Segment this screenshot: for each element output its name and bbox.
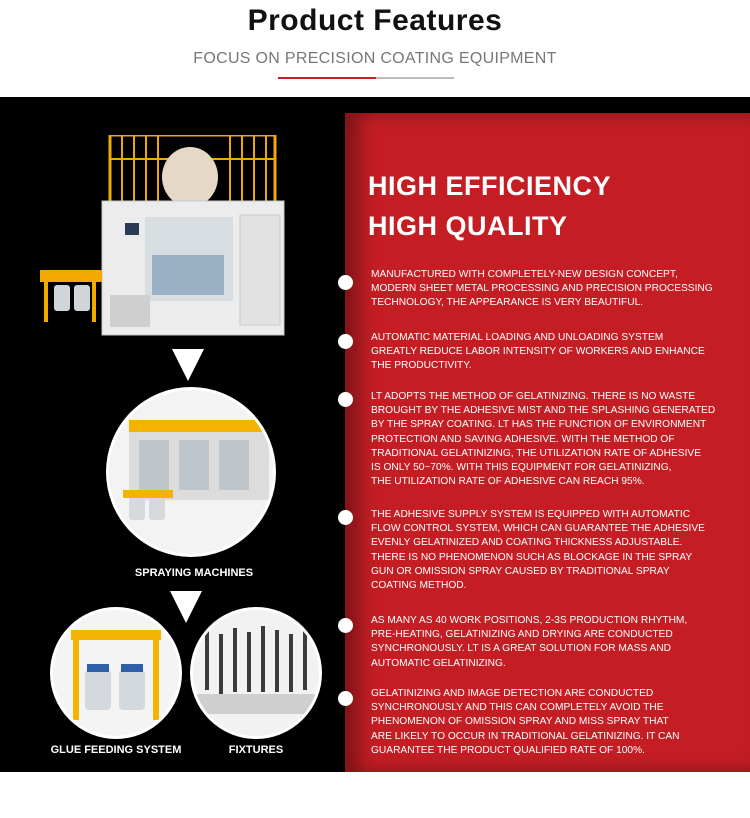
fixtures-image (190, 607, 322, 739)
title-underline-red (278, 77, 376, 79)
page-subtitle: FOCUS ON PRECISION COATING EQUIPMENT (193, 50, 557, 67)
feature-item-6 (371, 687, 733, 758)
feature-item-5 (371, 614, 733, 671)
bullet-dot (338, 334, 353, 349)
bullet-dot (338, 392, 353, 407)
feature-line: FLOW CONTROL SYSTEM, WHICH CAN GUARANTEE THE ADHESIVE (371, 523, 705, 535)
feature-line: PHENOMENON OF OMISSION SPRAY AND MISS SPRAY THAT (371, 716, 669, 728)
feature-line: THERE IS NO PHENOMENON SUCH AS BLOCKAGE IN THE SPRAY (371, 551, 693, 563)
caption-fixtures: FIXTURES (228, 744, 284, 756)
bullet-dot (338, 618, 353, 633)
header (0, 0, 750, 97)
feature-line: THE UTILIZATION RATE OF ADHESIVE CAN REACH 95%. (371, 476, 645, 488)
feature-line: EVENLY GELATINIZED AND COATING THICKNESS ADJUSTABLE. (371, 537, 683, 549)
caption-glue-feeding-system: GLUE FEEDING SYSTEM (50, 744, 182, 756)
feature-line: AS MANY AS 40 WORK POSITIONS, 2-3S PRODUCTION RHYTHM, (371, 615, 688, 626)
title-underline-grey (376, 77, 454, 79)
feature-line: GREATLY REDUCE LABOR INTENSITY OF WORKERS AND ENHANCE (371, 346, 705, 358)
feature-line: BROUGHT BY THE ADHESIVE MIST AND THE SPLASHING GENERATED (371, 405, 716, 417)
feature-line: LT ADOPTS THE METHOD OF GELATINIZING. THERE IS NO WASTE (371, 391, 696, 402)
caption-spraying-machines: SPRAYING MACHINES (134, 567, 254, 579)
feature-line: THE PRODUCTIVITY. (371, 360, 472, 372)
feature-line: GUARANTEE THE PRODUCT QUALIFIED RATE OF 100%. (371, 744, 645, 756)
feature-item-4 (371, 508, 733, 593)
feature-line: IS ONLY 50~70%. WITH THIS EQUIPMENT FOR GELATINIZING, (371, 462, 672, 474)
feature-line: SYNCHRONOUSLY. LT IS A GREAT SOLUTION FOR MASS AND (371, 643, 672, 655)
feature-line: MANUFACTURED WITH COMPLETELY-NEW DESIGN CONCEPT, (371, 269, 678, 280)
bullet-dot (338, 510, 353, 525)
feature-band (0, 97, 750, 772)
feature-line: TRADITIONAL GELATINIZING, THE UTILIZATION RATE OF ADHESIVE (371, 447, 702, 459)
down-arrow-icon (172, 349, 204, 381)
bullet-dot (338, 691, 353, 706)
bullet-dot (338, 275, 353, 290)
headline-efficiency: HIGH EFFICIENCY (368, 171, 612, 201)
feature-line: SYNCHRONOUSLY AND THIS CAN COMPLETELY AVOID THE (371, 702, 664, 714)
feature-item-3 (371, 390, 733, 489)
feature-line: ARE LIKELY TO OCCUR IN TRADITIONAL GELATINIZING. IT CAN (371, 730, 680, 742)
feature-line: GELATINIZING AND IMAGE DETECTION ARE CONDUCTED (371, 688, 654, 699)
feature-line: AUTOMATIC GELATINIZING. (371, 657, 506, 669)
spraying-machines-image (106, 387, 276, 557)
feature-line: TECHNOLOGY, THE APPEARANCE IS VERY BEAUTIFUL. (371, 297, 644, 309)
feature-line: PROTECTION AND SAVING ADHESIVE. WITH THE METHOD OF (371, 433, 675, 445)
feature-line: GUN OR OMISSION SPRAY CAUSED BY TRADITIONAL SPRAY (371, 565, 670, 577)
feature-line: THE ADHESIVE SUPPLY SYSTEM IS EQUIPPED WITH AUTOMATIC (371, 509, 691, 520)
feature-item-1 (371, 268, 733, 311)
page-title: Product Features (247, 4, 503, 37)
feature-item-2 (371, 331, 733, 374)
feature-line: PRE-HEATING, GELATINIZING AND DRYING ARE CONDUCTED (371, 629, 673, 641)
feature-line: AUTOMATIC MATERIAL LOADING AND UNLOADING SYSTEM (371, 332, 664, 343)
feature-line: MODERN SHEET METAL PROCESSING AND PRECISION PROCESSING (371, 283, 713, 295)
headline-quality: HIGH QUALITY (368, 211, 568, 241)
coating-machine-image (40, 135, 300, 345)
feature-line: BY THE SPRAY COATING. LT HAS THE FUNCTION OF ENVIRONMENT (371, 419, 707, 431)
down-arrow-icon (170, 591, 202, 623)
glue-feeding-system-image (50, 607, 182, 739)
feature-line: COATING METHOD. (371, 580, 467, 592)
